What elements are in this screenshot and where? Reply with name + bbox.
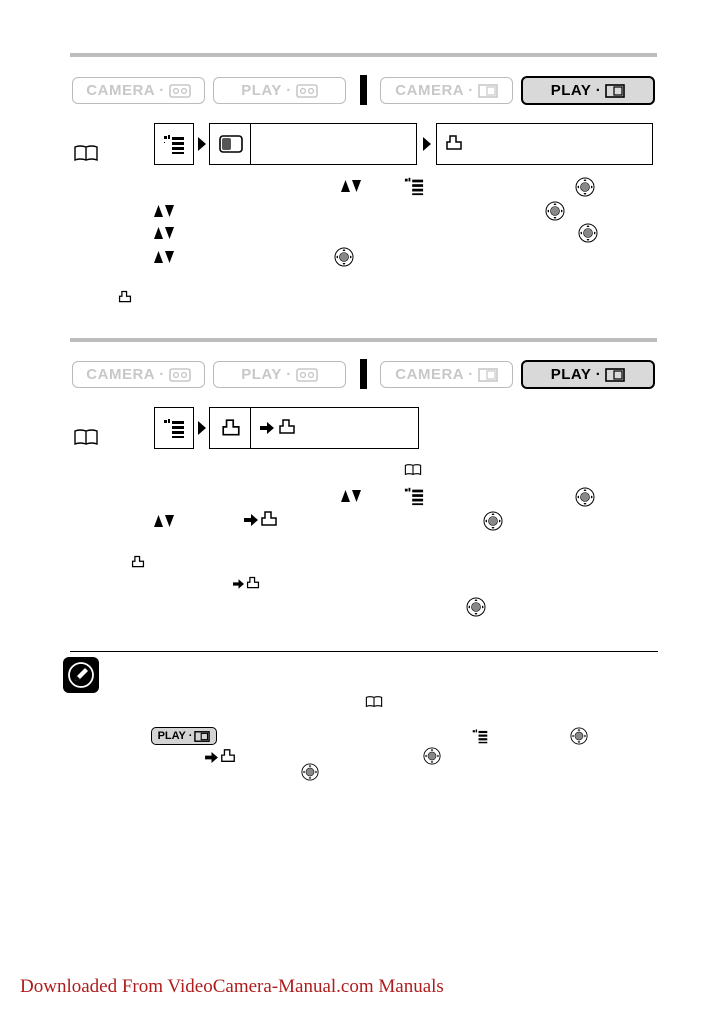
set-joystick-icon [334,247,354,267]
book-reference-icon [365,695,383,708]
menu-path-print-box [436,123,653,165]
up-down-arrows-icon [153,249,175,264]
memory-card-icon [194,731,210,742]
print-mark-icon [118,290,132,304]
menu-path-card-box [209,123,417,165]
set-joystick-icon [423,747,441,765]
up-down-arrows-icon [153,513,175,528]
mode-play-card: PLAY · [521,76,655,105]
play-card-mode-badge: PLAY · [151,727,217,745]
up-down-arrows-icon [340,178,362,193]
up-down-arrows-icon [153,225,175,240]
menu-path-print-box [209,407,419,449]
arrow-right-icon [244,514,258,526]
menu-path-arrow [198,137,206,151]
menu-icon [472,728,488,744]
set-joystick-icon [578,223,598,243]
note-rule [70,651,658,652]
mode-play-card: PLAY · [521,360,655,389]
menu-path-arrow [198,421,206,435]
mode-divider [360,359,367,389]
mode-divider [360,75,367,105]
up-down-arrows-icon [153,203,175,218]
set-joystick-icon [575,487,595,507]
memory-card-icon [605,368,625,382]
set-joystick-icon [301,763,319,781]
print-mark-icon [221,418,241,438]
menu-icon [404,176,424,196]
memory-card-icon [219,135,243,153]
menu-path-menu-box [154,123,194,165]
arrow-right-icon [260,422,274,434]
book-reference-icon [73,428,99,446]
book-reference-icon [404,463,422,476]
arrow-right-icon [233,579,244,589]
note-pencil-icon [63,657,99,693]
cassette-icon [169,84,191,98]
memory-card-icon [478,84,498,98]
cassette-icon [296,84,318,98]
section-2-rule [70,338,657,342]
print-mark-icon [220,748,236,764]
footer-download-link[interactable]: Downloaded From VideoCamera-Manual.com Manuals [20,976,444,997]
book-reference-icon [73,144,99,162]
cassette-icon [169,368,191,382]
set-joystick-icon [483,511,503,531]
mode-camera-card: CAMERA · [380,361,513,388]
print-mark-icon [278,418,296,436]
set-joystick-icon [545,201,565,221]
mode-play-tape: PLAY · [213,77,346,104]
memory-card-icon [605,84,625,98]
print-mark-icon [445,134,463,152]
mode-camera-tape: CAMERA · [72,77,205,104]
menu-path-arrow [423,137,431,151]
cassette-icon [296,368,318,382]
print-mark-icon [246,576,260,590]
memory-card-icon [478,368,498,382]
print-mark-icon [131,555,145,569]
menu-icon [163,417,185,439]
mode-camera-card: CAMERA · [380,77,513,104]
arrow-right-icon [205,752,218,763]
up-down-arrows-icon [340,488,362,503]
section-1-rule [70,53,657,57]
menu-path-menu-box [154,407,194,449]
set-joystick-icon [575,177,595,197]
menu-icon [404,486,424,506]
mode-play-tape: PLAY · [213,361,346,388]
set-joystick-icon [466,597,486,617]
print-mark-icon [260,510,278,528]
menu-icon [163,133,185,155]
set-joystick-icon [570,727,588,745]
mode-camera-tape: CAMERA · [72,361,205,388]
